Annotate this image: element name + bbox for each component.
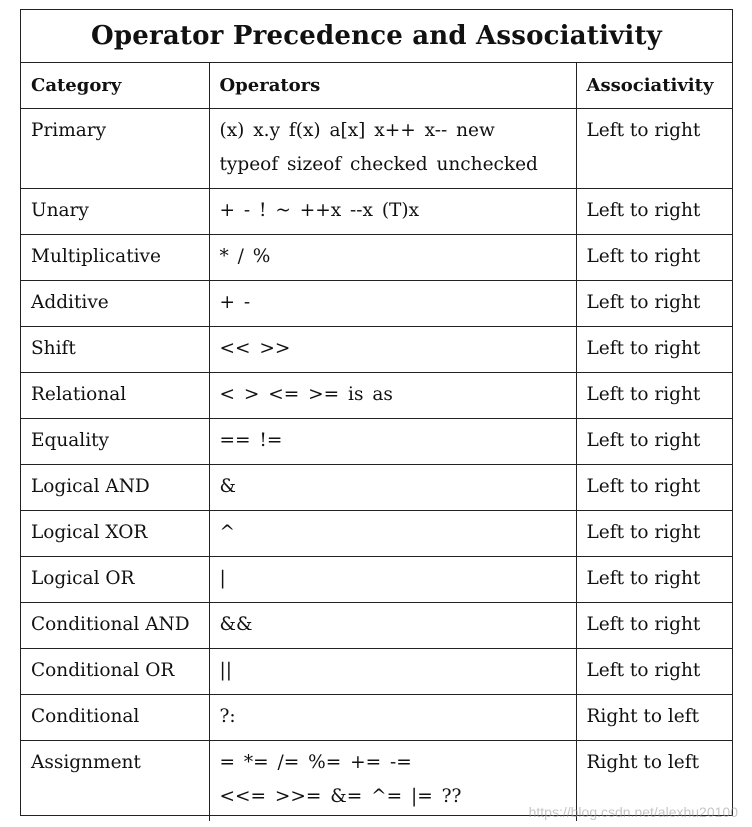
associativity-cell: Right to left <box>576 740 732 821</box>
category-cell: Relational <box>21 372 209 418</box>
category-cell: Shift <box>21 326 209 372</box>
category-cell: Assignment <box>21 740 209 821</box>
table-row <box>21 740 732 821</box>
table-row <box>21 648 732 694</box>
table-row <box>21 326 732 372</box>
header-operators: Operators <box>209 63 576 108</box>
table-row <box>21 556 732 602</box>
operator-precedence-table <box>20 9 733 816</box>
associativity-cell: Left to right <box>576 326 732 372</box>
operators-cell <box>209 740 576 821</box>
table-row <box>21 510 732 556</box>
category-cell: Additive <box>21 280 209 326</box>
associativity-cell: Left to right <box>576 108 732 188</box>
operators-cell <box>209 326 576 372</box>
precedence-grid <box>21 63 732 821</box>
operators-cell <box>209 510 576 556</box>
operators-cell <box>209 108 576 188</box>
category-cell: Logical OR <box>21 556 209 602</box>
associativity-cell: Left to right <box>576 556 732 602</box>
category-cell: Logical XOR <box>21 510 209 556</box>
header-category: Category <box>21 63 209 108</box>
operators-line: || <box>219 659 232 681</box>
operators-line: & <box>219 475 236 497</box>
category-cell: Logical AND <box>21 464 209 510</box>
operators-cell <box>209 280 576 326</box>
category-cell: Unary <box>21 188 209 234</box>
associativity-cell: Left to right <box>576 648 732 694</box>
operators-cell <box>209 234 576 280</box>
associativity-cell: Left to right <box>576 372 732 418</box>
operators-cell <box>209 188 576 234</box>
operators-cell <box>209 648 576 694</box>
operators-line: * / % <box>219 245 271 267</box>
category-cell: Multiplicative <box>21 234 209 280</box>
operators-cell <box>209 372 576 418</box>
header-associativity: Associativity <box>576 63 732 108</box>
operators-line: typeof sizeof checked unchecked <box>219 153 538 175</box>
operators-line: + - <box>219 291 251 313</box>
operators-line: << >> <box>219 337 291 359</box>
operators-line: == != <box>219 429 283 451</box>
operators-line: + - ! ~ ++x --x (T)x <box>219 199 420 221</box>
operators-cell <box>209 464 576 510</box>
operators-line: && <box>219 613 253 635</box>
associativity-cell: Right to left <box>576 694 732 740</box>
associativity-cell: Left to right <box>576 602 732 648</box>
watermark-text: https://blog.csdn.net/alexhu20100 <box>528 804 738 820</box>
table-row <box>21 418 732 464</box>
operators-line: | <box>219 567 226 589</box>
category-cell: Primary <box>21 108 209 188</box>
table-row <box>21 372 732 418</box>
table-row <box>21 694 732 740</box>
table-row <box>21 464 732 510</box>
associativity-cell: Left to right <box>576 464 732 510</box>
header-row <box>21 63 732 108</box>
operators-cell <box>209 418 576 464</box>
category-cell: Conditional OR <box>21 648 209 694</box>
table-row <box>21 602 732 648</box>
table-row <box>21 108 732 188</box>
associativity-cell: Left to right <box>576 510 732 556</box>
associativity-cell: Left to right <box>576 234 732 280</box>
operators-line: = *= /= %= += -= <box>219 751 412 773</box>
associativity-cell: Left to right <box>576 280 732 326</box>
operators-line: <<= >>= &= ^= |= ?? <box>219 785 462 807</box>
operators-line: ^ <box>219 521 236 543</box>
operators-line: (x) x.y f(x) a[x] x++ x-- new <box>219 119 495 141</box>
category-cell: Equality <box>21 418 209 464</box>
operators-cell <box>209 694 576 740</box>
operators-cell <box>209 556 576 602</box>
table-row <box>21 234 732 280</box>
associativity-cell: Left to right <box>576 418 732 464</box>
operators-line: ?: <box>219 705 236 727</box>
table-row <box>21 280 732 326</box>
table-row <box>21 188 732 234</box>
operators-cell <box>209 602 576 648</box>
category-cell: Conditional <box>21 694 209 740</box>
category-cell: Conditional AND <box>21 602 209 648</box>
associativity-cell: Left to right <box>576 188 732 234</box>
operators-line: < > <= >= is as <box>219 383 393 405</box>
table-title: Operator Precedence and Associativity <box>21 10 732 63</box>
